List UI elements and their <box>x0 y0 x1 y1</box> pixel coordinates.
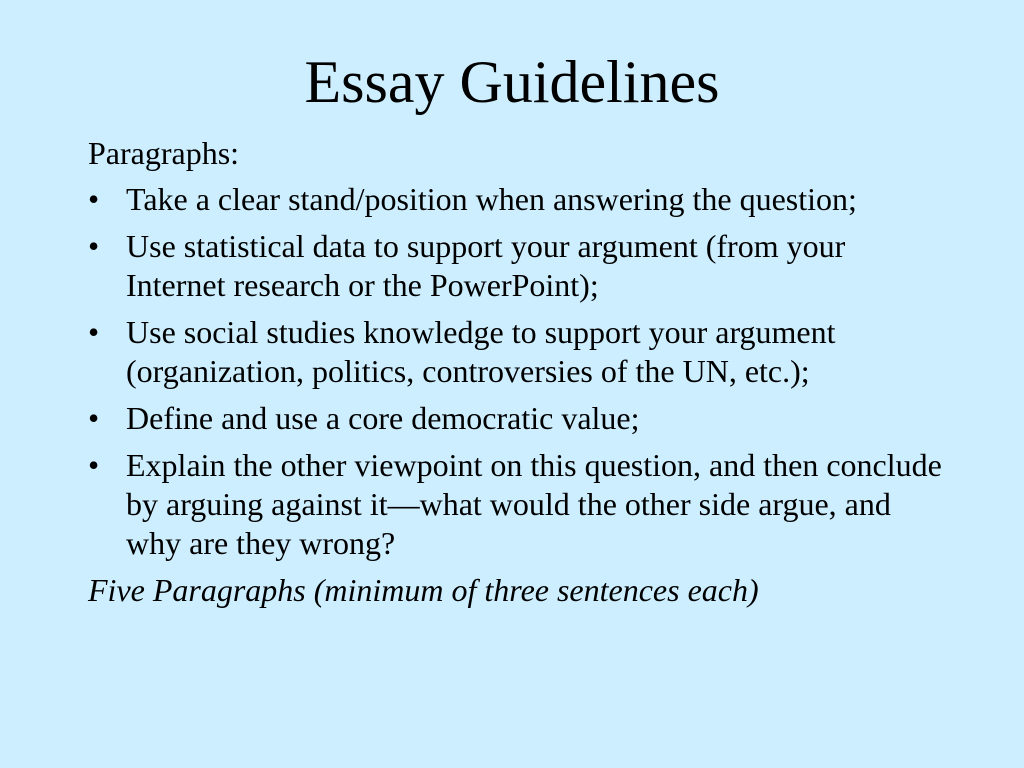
bullet-icon: • <box>88 447 100 483</box>
bullet-item-other-viewpoint <box>88 446 948 563</box>
bullet-icon: • <box>88 228 100 264</box>
bullet-text: Take a clear stand/position when answering the question; <box>126 181 857 217</box>
bullet-item-stand <box>88 180 948 219</box>
bullet-text: Use social studies knowledge to support your argument (organization, politics, controversies of the UN, etc.); <box>126 314 836 389</box>
bullet-icon: • <box>88 314 100 350</box>
slide-body <box>88 134 948 610</box>
closing-note: Five Paragraphs (minimum of three sentences each) <box>88 572 759 608</box>
bullet-item-statistics <box>88 227 948 305</box>
intro-text: Paragraphs: <box>88 135 240 171</box>
bullet-text: Explain the other viewpoint on this question, and then conclude by arguing against it—what would the other side argue, and why are they wrong? <box>126 447 942 561</box>
bullet-icon: • <box>88 400 100 436</box>
bullet-text: Define and use a core democratic value; <box>126 400 640 436</box>
bullet-item-democratic-value <box>88 399 948 438</box>
slide-title: Essay Guidelines <box>304 49 720 115</box>
bullet-item-knowledge <box>88 313 948 391</box>
bullet-text: Use statistical data to support your argument (from your Internet research or the PowerPoint); <box>126 228 846 303</box>
bullet-icon: • <box>88 181 100 217</box>
bullet-list <box>88 180 948 563</box>
